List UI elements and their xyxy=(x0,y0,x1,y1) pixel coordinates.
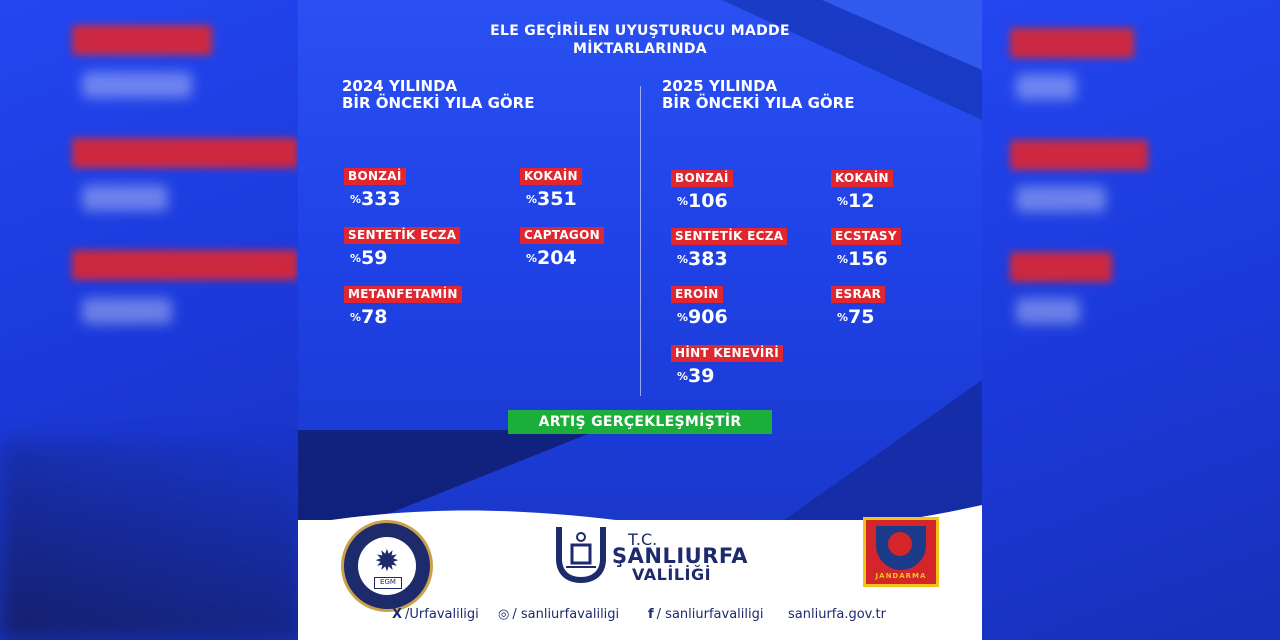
valilik-emblem-icon xyxy=(550,523,612,585)
poster-title-line1: ELE GEÇİRİLEN UYUŞTURUCU MADDE xyxy=(490,23,790,39)
stat-number: 204 xyxy=(537,247,577,269)
stat-2025-esrar xyxy=(831,283,885,328)
valilik-city: ŞANLIURFA xyxy=(612,544,749,568)
percent-sign: % xyxy=(677,253,689,266)
social-instagram[interactable] xyxy=(498,606,619,624)
stat-number: 156 xyxy=(848,248,888,270)
percent-sign: % xyxy=(677,311,689,324)
percent-sign: % xyxy=(350,311,362,324)
website-link: sanliurfa.gov.tr xyxy=(788,607,886,622)
stat-label: KOKAİN xyxy=(831,170,893,187)
stat-value xyxy=(831,190,893,212)
x-icon: X xyxy=(392,607,403,622)
social-x[interactable] xyxy=(392,606,479,624)
social-x-handle: /Urfavaliligi xyxy=(405,607,479,622)
stat-number: 383 xyxy=(688,248,728,270)
stat-2025-eroin xyxy=(671,283,728,328)
stat-value xyxy=(671,306,728,328)
blurred-background-left xyxy=(0,0,300,640)
column-heading-2024-line2: BİR ÖNCEKİ YILA GÖRE xyxy=(342,94,535,112)
stat-label: ECSTASY xyxy=(831,228,901,245)
percent-sign: % xyxy=(526,193,538,206)
stat-number: 78 xyxy=(361,306,388,328)
stat-label: KOKAİN xyxy=(520,168,582,185)
stat-label: ESRAR xyxy=(831,286,885,303)
stat-label: BONZAİ xyxy=(344,168,406,185)
facebook-icon: f xyxy=(648,607,654,622)
increase-banner: ARTIŞ GERÇEKLEŞMİŞTİR xyxy=(508,410,772,434)
valilik-name: VALİLİĞİ xyxy=(632,565,712,584)
column-heading-2025-line1: 2025 YILINDA xyxy=(662,77,778,95)
social-web[interactable] xyxy=(788,606,886,624)
column-heading-2024 xyxy=(342,78,534,112)
instagram-icon: ◎ xyxy=(498,607,510,622)
stat-2024-bonzai xyxy=(344,165,406,210)
stat-label: SENTETİK ECZA xyxy=(671,228,787,245)
stat-2024-sentetik-ecza xyxy=(344,224,460,269)
percent-sign: % xyxy=(837,311,849,324)
stat-number: 75 xyxy=(848,306,875,328)
stat-label: METANFETAMİN xyxy=(344,286,462,303)
column-divider xyxy=(640,86,641,396)
percent-sign: % xyxy=(837,195,849,208)
social-facebook[interactable] xyxy=(648,606,763,624)
stat-value xyxy=(344,306,462,328)
stat-label: EROİN xyxy=(671,286,723,303)
stat-label: SENTETİK ECZA xyxy=(344,227,460,244)
stat-value xyxy=(671,248,787,270)
stat-number: 351 xyxy=(537,188,577,210)
poster-title-line2: MİKTARLARINDA xyxy=(573,41,707,57)
stat-number: 59 xyxy=(361,247,388,269)
emniyet-logo xyxy=(341,520,433,612)
stat-number: 39 xyxy=(688,365,715,387)
stat-label: CAPTAGON xyxy=(520,227,604,244)
stat-2025-ecstasy xyxy=(831,225,901,270)
stat-2025-bonzai xyxy=(671,167,733,212)
stat-2024-metanfetamin xyxy=(344,283,462,328)
valilik-tc: T.C. xyxy=(628,530,658,549)
social-links xyxy=(298,606,982,626)
stat-number: 106 xyxy=(688,190,728,212)
stat-value xyxy=(831,306,885,328)
blurred-background-right xyxy=(980,0,1280,640)
stat-2025-sentetik-ecza xyxy=(671,225,787,270)
stat-number: 12 xyxy=(848,190,875,212)
stat-label: HİNT KENEVİRİ xyxy=(671,345,783,362)
poster xyxy=(298,0,982,640)
percent-sign: % xyxy=(350,193,362,206)
stat-number: 333 xyxy=(361,188,401,210)
emniyet-badge-text: EGM xyxy=(374,577,402,589)
column-heading-2024-line1: 2024 YILINDA xyxy=(342,77,458,95)
stat-2025-hint-keneviri xyxy=(671,342,783,387)
poster-title xyxy=(298,22,982,58)
stat-value xyxy=(671,190,733,212)
stat-value xyxy=(831,248,901,270)
column-heading-2025-line2: BİR ÖNCEKİ YILA GÖRE xyxy=(662,94,855,112)
stat-value xyxy=(671,365,783,387)
percent-sign: % xyxy=(526,252,538,265)
stat-value xyxy=(520,188,582,210)
social-facebook-handle: / sanliurfavaliligi xyxy=(656,607,764,622)
jandarma-badge-text: JANDARMA xyxy=(875,572,927,580)
column-heading-2025 xyxy=(662,78,854,112)
crescent-star-icon xyxy=(888,532,912,556)
stat-2024-captagon xyxy=(520,224,604,269)
stat-value xyxy=(344,188,406,210)
stat-2024-kokain xyxy=(520,165,582,210)
star-icon: ✹ xyxy=(374,544,400,579)
social-instagram-handle: / sanliurfavaliligi xyxy=(512,607,620,622)
stat-label: BONZAİ xyxy=(671,170,733,187)
percent-sign: % xyxy=(677,370,689,383)
percent-sign: % xyxy=(837,253,849,266)
percent-sign: % xyxy=(350,252,362,265)
stat-value xyxy=(520,247,604,269)
percent-sign: % xyxy=(677,195,689,208)
stat-2025-kokain xyxy=(831,167,893,212)
jandarma-logo xyxy=(863,517,939,587)
stat-number: 906 xyxy=(688,306,728,328)
stat-value xyxy=(344,247,460,269)
